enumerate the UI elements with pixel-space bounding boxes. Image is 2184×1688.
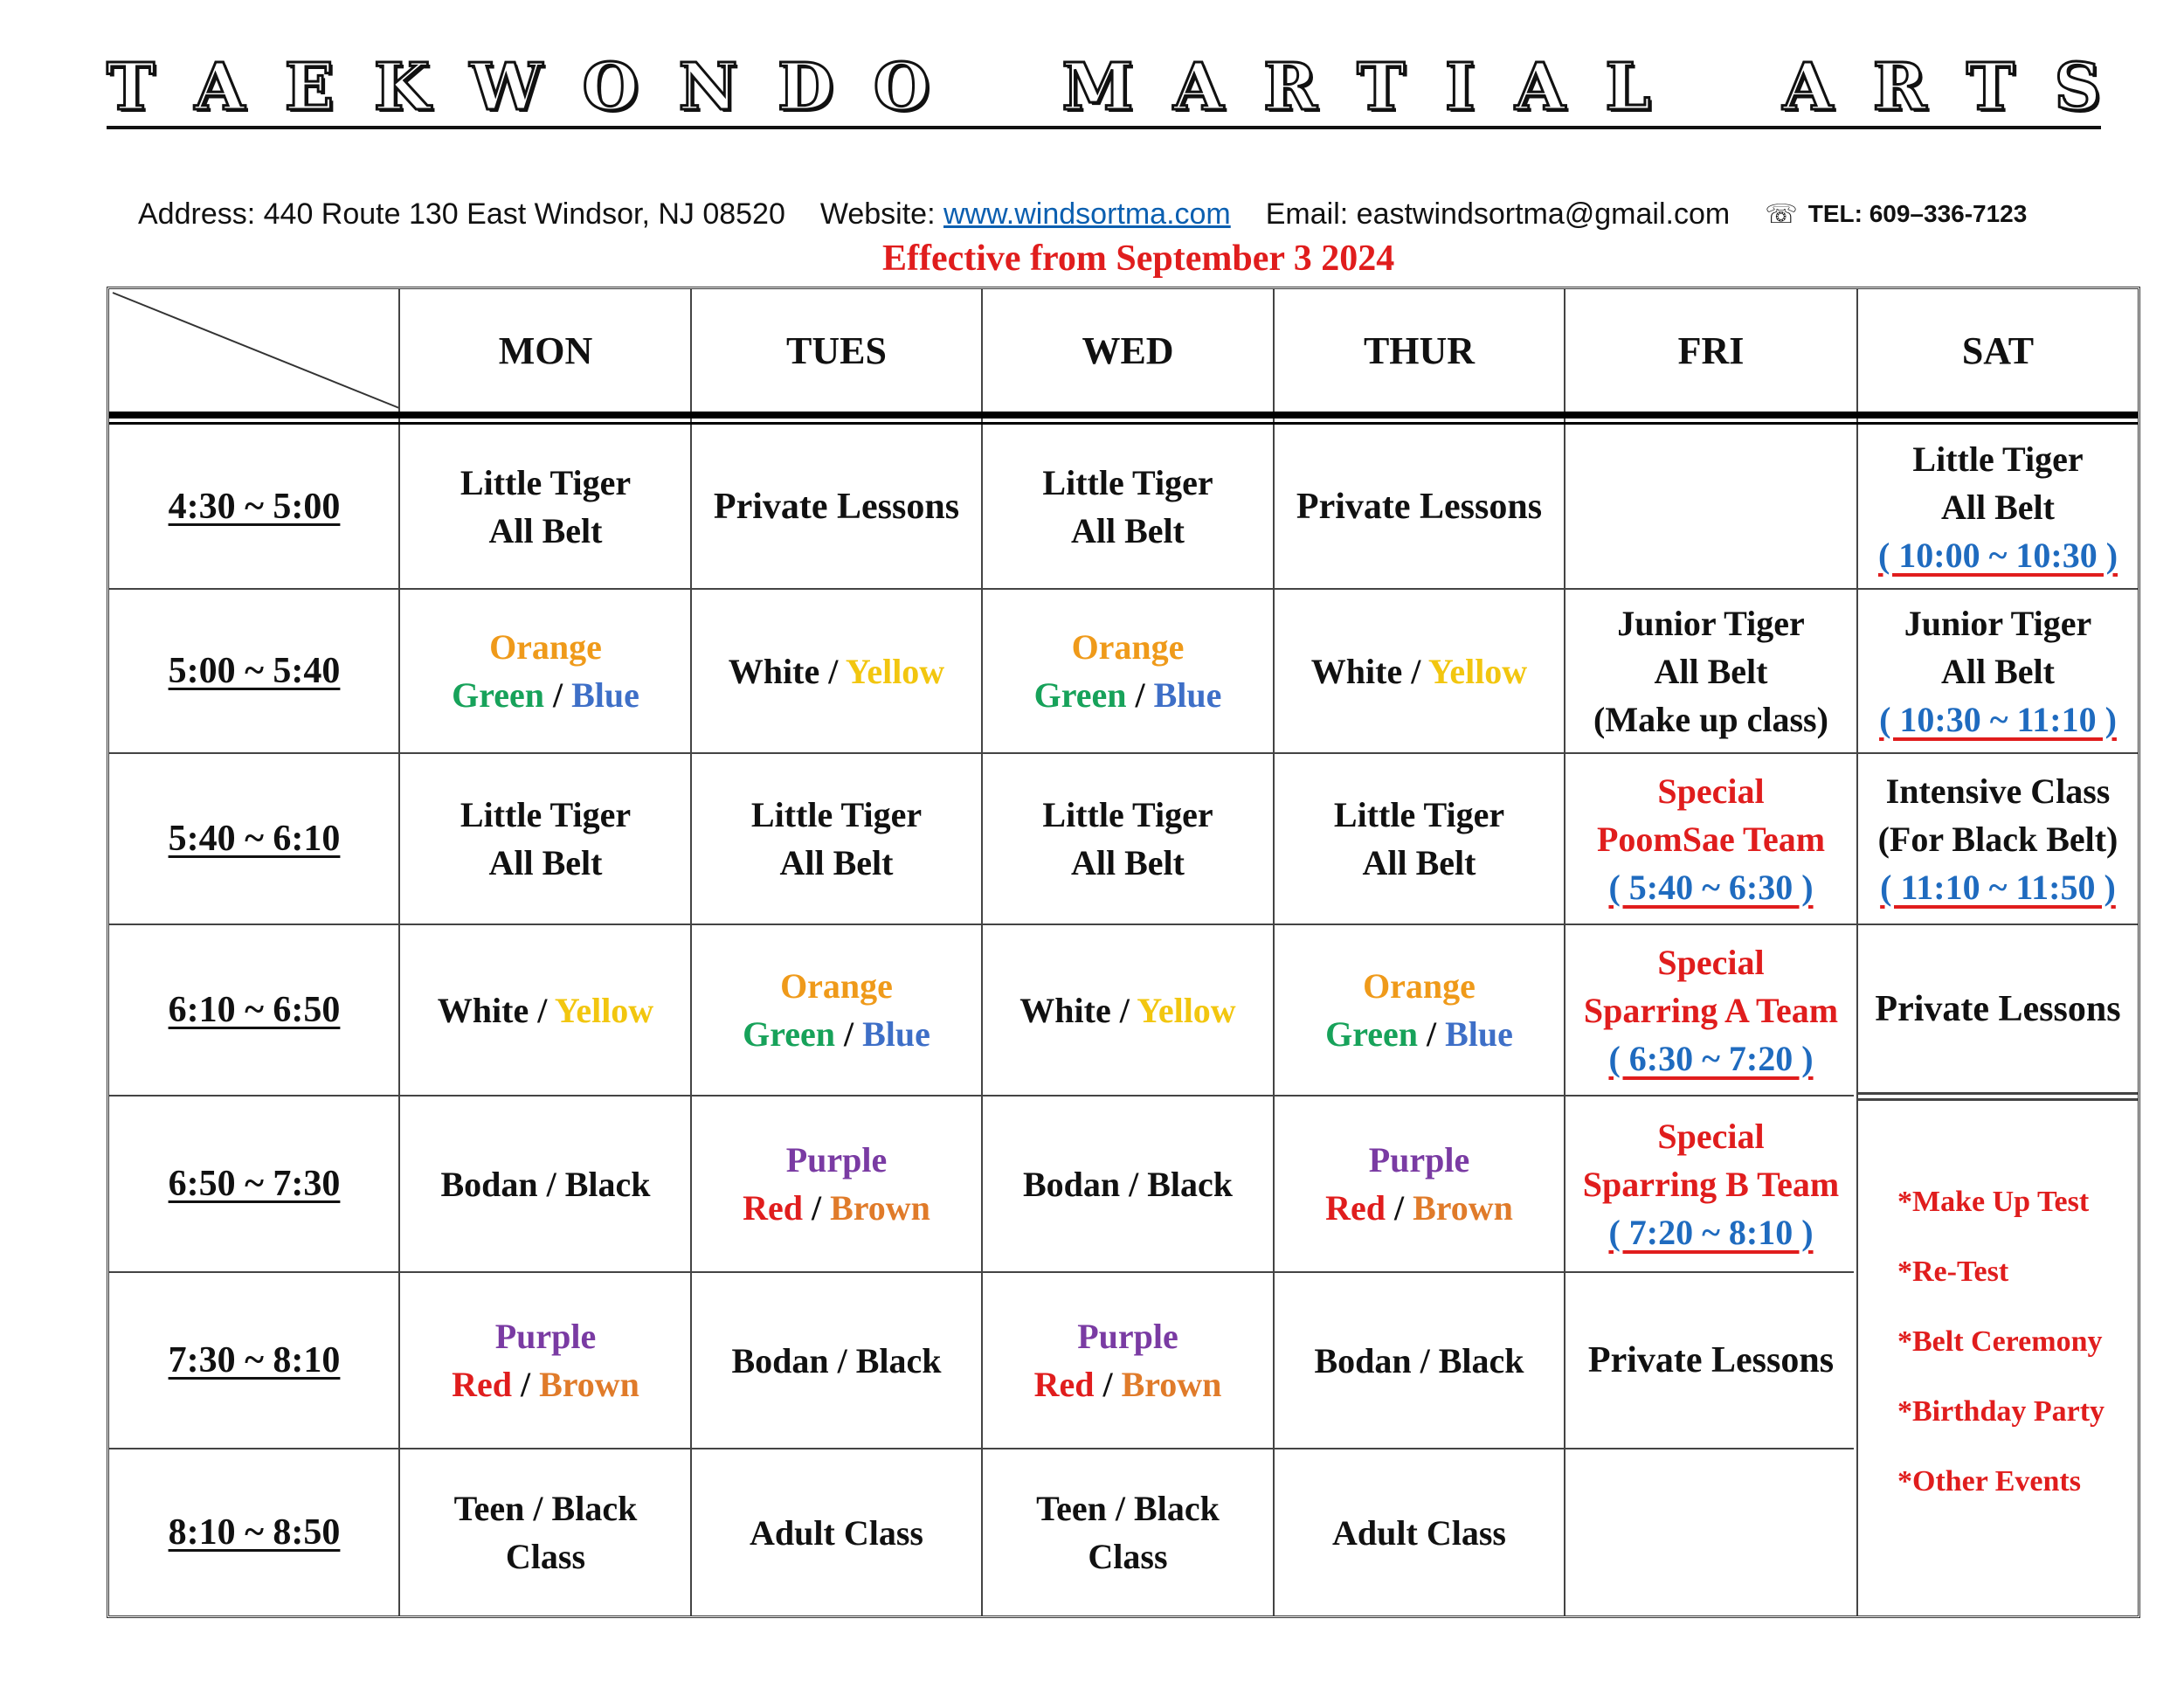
class-name: Little Tiger bbox=[1333, 795, 1505, 834]
separator: / bbox=[834, 1014, 863, 1054]
separator: / bbox=[1110, 990, 1137, 1030]
time-slot: 5:40 ~ 6:10 bbox=[168, 818, 341, 859]
day-header: WED bbox=[1082, 329, 1174, 372]
separator: / bbox=[511, 1365, 540, 1404]
class-name: Bodan / Black bbox=[440, 1164, 651, 1204]
class-name: All Belt bbox=[779, 843, 894, 882]
belt-green: Green bbox=[1325, 1014, 1418, 1054]
event-item: *Birthday Party bbox=[1897, 1395, 2105, 1428]
class-name: Little Tiger bbox=[460, 463, 632, 502]
belt-purple: Purple bbox=[1368, 1140, 1470, 1180]
event-item: *Make Up Test bbox=[1897, 1186, 2090, 1218]
class-cell bbox=[1565, 754, 1857, 924]
belt-yellow: Yellow bbox=[1427, 651, 1528, 691]
belt-white: White bbox=[1019, 990, 1111, 1030]
website-label: Website: bbox=[819, 197, 943, 231]
time-slot: 4:30 ~ 5:00 bbox=[168, 486, 341, 527]
class-name: Adult Class bbox=[750, 1512, 923, 1553]
belt-yellow: Yellow bbox=[845, 651, 945, 691]
class-name: Private Lessons bbox=[1875, 988, 2121, 1029]
time-slot: 6:10 ~ 6:50 bbox=[168, 989, 341, 1030]
phone-icon: ☏ bbox=[1765, 199, 1798, 229]
effective-date: Effective from September 3 2024 bbox=[882, 239, 1395, 279]
class-cell bbox=[1565, 1097, 1857, 1271]
belt-red: Red bbox=[1325, 1188, 1386, 1228]
class-time: ( 5:40 ~ 6:30 ) bbox=[1608, 867, 1814, 907]
belt-purple: Purple bbox=[494, 1317, 597, 1356]
title-letter: T bbox=[1357, 50, 1406, 125]
belt-blue: Blue bbox=[862, 1014, 930, 1054]
class-cell bbox=[691, 425, 982, 588]
title-letter: W bbox=[469, 50, 543, 125]
title-letter: T bbox=[107, 50, 156, 125]
class-cell bbox=[982, 425, 1274, 588]
class-cell bbox=[1274, 590, 1565, 752]
telephone: TEL: 609–336-7123 bbox=[1807, 200, 2028, 227]
class-name: Bodan / Black bbox=[1314, 1340, 1524, 1380]
class-cell bbox=[691, 1097, 982, 1271]
class-name: All Belt bbox=[488, 843, 603, 882]
separator: / bbox=[1417, 1014, 1446, 1054]
class-cell bbox=[1565, 925, 1857, 1095]
class-name: Bodan / Black bbox=[731, 1340, 942, 1380]
class-cell bbox=[1857, 754, 2139, 924]
class-name: Special bbox=[1657, 942, 1765, 982]
class-cell bbox=[1857, 425, 2139, 588]
time-slot: 5:00 ~ 5:40 bbox=[168, 650, 341, 691]
header-divider bbox=[109, 412, 2138, 419]
class-cell bbox=[691, 754, 982, 924]
title-letter: R bbox=[1872, 50, 1927, 125]
class-cell bbox=[982, 1449, 1274, 1615]
event-item: *Belt Ceremony bbox=[1897, 1325, 2103, 1358]
class-time: ( 10:00 ~ 10:30 ) bbox=[1877, 535, 2118, 575]
class-name: Bodan / Black bbox=[1022, 1164, 1234, 1204]
day-header: THUR bbox=[1363, 329, 1476, 372]
belt-white: White bbox=[437, 990, 529, 1030]
class-note: (Make up class) bbox=[1593, 699, 1828, 739]
class-note: (For Black Belt) bbox=[1877, 819, 2118, 859]
class-cell bbox=[1565, 1273, 1857, 1448]
belt-green: Green bbox=[1033, 675, 1127, 715]
class-cell bbox=[1857, 590, 2139, 752]
class-name: Sparring A Team bbox=[1583, 990, 1839, 1030]
class-cell bbox=[400, 1449, 691, 1615]
class-name: Adult Class bbox=[1332, 1512, 1506, 1553]
class-name: Private Lessons bbox=[713, 486, 960, 527]
website-link[interactable]: www.windsortma.com bbox=[943, 197, 1231, 231]
schedule-table bbox=[107, 287, 2140, 1618]
belt-brown: Brown bbox=[830, 1188, 930, 1228]
class-name: PoomSae Team bbox=[1596, 819, 1826, 859]
belt-green: Green bbox=[452, 675, 544, 715]
belt-brown: Brown bbox=[1121, 1365, 1222, 1404]
class-cell bbox=[982, 1097, 1274, 1271]
separator: / bbox=[1385, 1188, 1413, 1228]
belt-white: White bbox=[1310, 651, 1403, 691]
website bbox=[820, 197, 1231, 232]
class-cell bbox=[691, 1273, 982, 1448]
time-slot: 7:30 ~ 8:10 bbox=[168, 1339, 341, 1380]
title-letter: L bbox=[1605, 50, 1651, 125]
title-letter: A bbox=[1173, 50, 1224, 125]
corner-diagonal bbox=[109, 289, 402, 412]
time-slot: 6:50 ~ 7:30 bbox=[168, 1163, 341, 1204]
class-name: All Belt bbox=[1071, 843, 1185, 882]
class-cell bbox=[691, 590, 982, 752]
class-cell bbox=[982, 1273, 1274, 1448]
belt-brown: Brown bbox=[1413, 1188, 1513, 1228]
events-list bbox=[1897, 1167, 2133, 1517]
class-name: Little Tiger bbox=[460, 795, 632, 834]
day-header: SAT bbox=[1961, 329, 2035, 372]
header-divider bbox=[109, 422, 2138, 425]
class-name: Little Tiger bbox=[750, 795, 923, 834]
separator: / bbox=[819, 651, 846, 691]
title-letter: T bbox=[1966, 50, 2015, 125]
title-letter: K bbox=[373, 50, 431, 125]
class-cell bbox=[1274, 425, 1565, 588]
belt-purple: Purple bbox=[785, 1140, 888, 1180]
class-name: Intensive Class bbox=[1885, 771, 2111, 811]
belt-brown: Brown bbox=[539, 1365, 639, 1404]
class-name: Teen / Black bbox=[1036, 1489, 1220, 1528]
class-name: All Belt bbox=[1654, 651, 1768, 691]
time-slot: 8:10 ~ 8:50 bbox=[168, 1512, 341, 1553]
title-letter: O bbox=[873, 50, 930, 125]
belt-orange: Orange bbox=[1363, 966, 1476, 1006]
class-cell bbox=[1274, 1449, 1565, 1615]
belt-orange: Orange bbox=[780, 966, 893, 1006]
page-title bbox=[107, 49, 2101, 129]
title-letter: A bbox=[1515, 50, 1565, 125]
title-letter: O bbox=[582, 50, 639, 125]
belt-yellow: Yellow bbox=[1137, 990, 1236, 1030]
day-header: TUES bbox=[786, 329, 887, 372]
class-time: ( 7:20 ~ 8:10 ) bbox=[1608, 1212, 1814, 1252]
title-letter: D bbox=[777, 50, 834, 125]
class-cell bbox=[400, 1273, 691, 1448]
class-name: Special bbox=[1657, 1116, 1765, 1156]
row-divider bbox=[1856, 1098, 2138, 1101]
class-cell bbox=[400, 754, 691, 924]
belt-purple: Purple bbox=[1077, 1317, 1178, 1356]
email: Email: eastwindsortma@gmail.com bbox=[1265, 197, 1731, 231]
address: Address: 440 Route 130 East Windsor, NJ 08520 bbox=[138, 197, 785, 231]
class-cell bbox=[1565, 590, 1857, 752]
day-header: FRI bbox=[1677, 329, 1745, 372]
belt-white: White bbox=[728, 651, 820, 691]
title-letter: N bbox=[678, 50, 738, 125]
class-name: All Belt bbox=[1941, 651, 2055, 691]
class-name: Junior Tiger bbox=[1904, 603, 2092, 643]
separator: / bbox=[1126, 675, 1154, 715]
belt-red: Red bbox=[743, 1188, 803, 1228]
separator: / bbox=[802, 1188, 831, 1228]
class-name: All Belt bbox=[1362, 843, 1476, 882]
belt-yellow: Yellow bbox=[554, 990, 654, 1030]
belt-blue: Blue bbox=[1445, 1014, 1513, 1054]
class-name: Special bbox=[1657, 771, 1765, 811]
separator: / bbox=[1402, 651, 1428, 691]
class-cell bbox=[400, 425, 691, 588]
class-name: All Belt bbox=[1071, 511, 1185, 550]
class-cell bbox=[400, 1097, 691, 1271]
class-name: Little Tiger bbox=[1912, 439, 2084, 479]
separator: / bbox=[543, 675, 572, 715]
class-name: Class bbox=[1088, 1537, 1168, 1576]
event-item: *Other Events bbox=[1897, 1465, 2081, 1498]
class-name: Sparring B Team bbox=[1582, 1164, 1840, 1204]
title-letter: A bbox=[194, 50, 245, 125]
class-time: ( 11:10 ~ 11:50 ) bbox=[1880, 867, 2116, 907]
belt-blue: Blue bbox=[571, 675, 639, 715]
title-letter: M bbox=[1061, 50, 1134, 125]
belt-red: Red bbox=[1033, 1365, 1095, 1404]
class-name: Private Lessons bbox=[1587, 1339, 1835, 1380]
class-cell bbox=[1274, 1097, 1565, 1271]
class-cell bbox=[982, 590, 1274, 752]
separator: / bbox=[1094, 1365, 1122, 1404]
class-name: Teen / Black bbox=[453, 1489, 638, 1528]
class-cell bbox=[691, 925, 982, 1095]
class-name: All Belt bbox=[1941, 487, 2055, 527]
title-letter: I bbox=[1444, 50, 1476, 125]
class-time: ( 10:30 ~ 11:10 ) bbox=[1879, 699, 2117, 739]
class-name: Junior Tiger bbox=[1617, 603, 1805, 643]
class-cell bbox=[400, 925, 691, 1095]
class-cell bbox=[691, 1449, 982, 1615]
title-letter: S bbox=[2054, 50, 2101, 125]
belt-orange: Orange bbox=[489, 627, 602, 667]
class-name: Little Tiger bbox=[1042, 463, 1213, 502]
class-name: Little Tiger bbox=[1042, 795, 1213, 834]
class-name: All Belt bbox=[488, 511, 603, 550]
class-time: ( 6:30 ~ 7:20 ) bbox=[1608, 1038, 1814, 1078]
contact-info bbox=[138, 192, 2095, 236]
class-name: Private Lessons bbox=[1296, 486, 1543, 527]
title-letter: R bbox=[1263, 50, 1317, 125]
title-letter: A bbox=[1782, 50, 1834, 125]
class-cell bbox=[982, 754, 1274, 924]
separator: / bbox=[529, 990, 555, 1030]
class-cell bbox=[400, 590, 691, 752]
class-cell bbox=[982, 925, 1274, 1095]
belt-red: Red bbox=[452, 1365, 512, 1404]
title-letter: E bbox=[284, 50, 335, 125]
class-cell bbox=[1274, 925, 1565, 1095]
event-item: *Re-Test bbox=[1897, 1256, 2009, 1288]
class-cell bbox=[1274, 754, 1565, 924]
belt-orange: Orange bbox=[1071, 627, 1185, 667]
class-cell bbox=[1274, 1273, 1565, 1448]
belt-blue: Blue bbox=[1153, 675, 1222, 715]
class-name: Class bbox=[505, 1537, 586, 1576]
day-header: MON bbox=[498, 329, 593, 372]
belt-green: Green bbox=[743, 1014, 835, 1054]
class-cell bbox=[1857, 925, 2139, 1093]
